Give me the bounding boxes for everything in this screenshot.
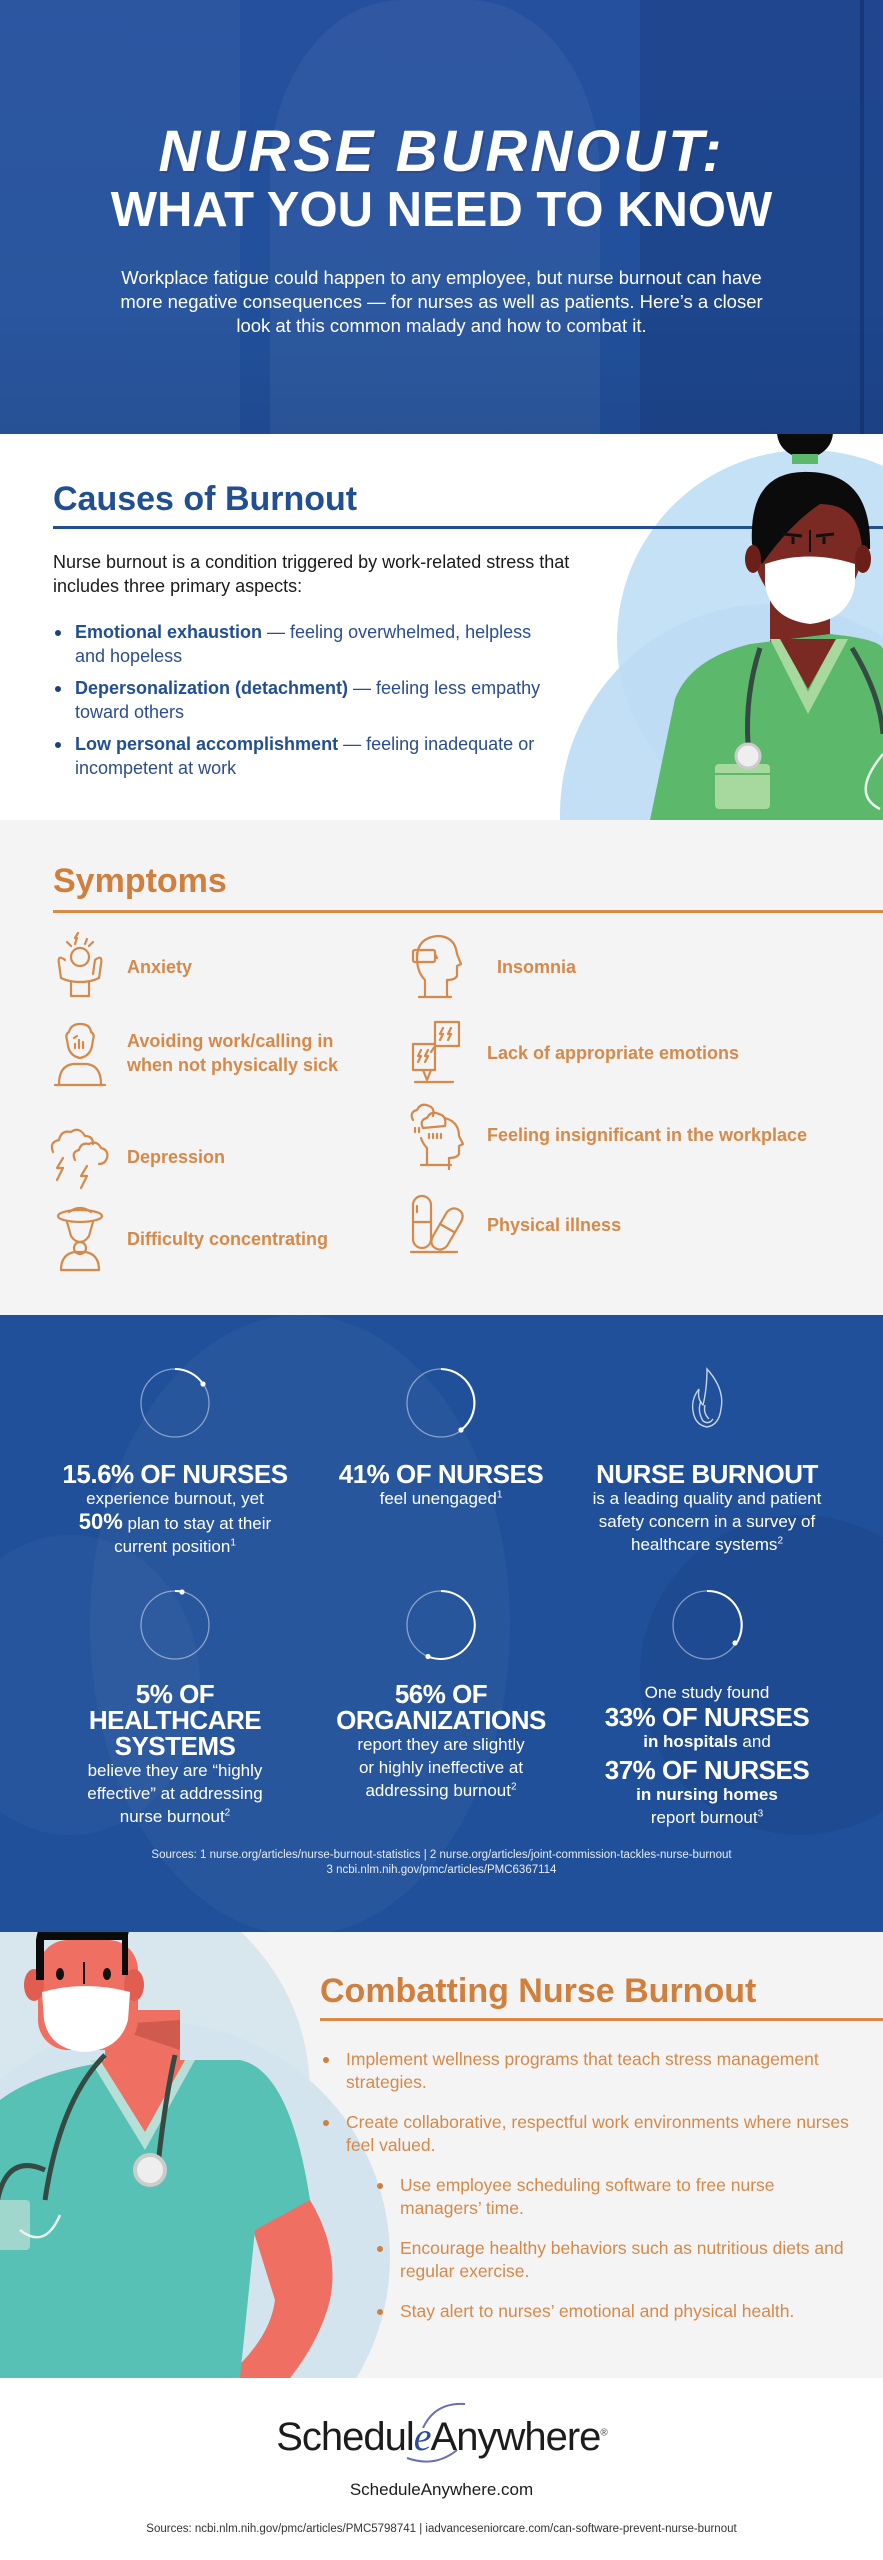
progress-ring-icon	[669, 1587, 745, 1663]
list-item	[53, 620, 553, 668]
section-divider	[320, 2018, 883, 2021]
stat-text: effective” at addressing	[87, 1784, 263, 1803]
sources-line: 3 ncbi.nlm.nih.gov/pmc/articles/PMC6367114	[326, 1864, 557, 1876]
pills-icon	[405, 1190, 475, 1260]
stat-text: feel unengaged	[379, 1489, 497, 1508]
hero-intro-text: Workplace fatigue could happen to any employee, but nurse burnout can have more negative consequences — for nurses as well as patients. Here’s a closer look at this common malady and how to combat it.	[120, 267, 763, 336]
footnote-ref: 3	[757, 1808, 764, 1820]
list-item	[320, 2048, 860, 2094]
cause-term: Emotional exhaustion	[75, 622, 263, 642]
stat-text	[577, 1806, 837, 1829]
stat-headline: ORGANIZATIONS	[336, 1705, 546, 1735]
symptom-label: Anxiety	[127, 957, 193, 977]
speech-bubbles-lightning-icon	[405, 1018, 475, 1088]
stat-text: plan to stay at their	[122, 1514, 272, 1533]
cause-desc: — feeling inadequate or incompetent at work	[75, 734, 535, 778]
symptom-item	[45, 1204, 328, 1274]
stat-headline: 33% OF NURSES	[604, 1702, 810, 1732]
symptom-item	[405, 1100, 807, 1170]
footnote-ref: 1	[496, 1489, 503, 1501]
progress-ring-icon	[403, 1587, 479, 1663]
statistics-section	[0, 1315, 883, 1932]
stat-headline: 56% OF	[394, 1679, 488, 1709]
stat-text: report they are slightly	[357, 1735, 525, 1754]
symptom-item	[405, 1018, 739, 1088]
stat-text: addressing burnout	[365, 1781, 511, 1800]
stat-emphasis: in hospitals	[643, 1732, 738, 1751]
stats-sources	[0, 1848, 883, 1878]
stat-headline: SYSTEMS	[114, 1731, 236, 1761]
cause-desc: — feeling overwhelmed, helpless and hopeless	[75, 622, 532, 666]
registered-mark: ®	[600, 2427, 607, 2439]
bullet-icon	[55, 686, 61, 692]
bullet-icon	[55, 630, 61, 636]
stat-card	[577, 1587, 837, 1829]
stat-text	[311, 1487, 571, 1510]
causes-list	[53, 620, 553, 788]
progress-ring-icon	[403, 1365, 479, 1441]
symptom-label: Lack of appropriate emotions	[487, 1043, 740, 1063]
stat-headline: 41% OF NURSES	[338, 1459, 544, 1489]
stat-card	[577, 1365, 837, 1556]
stat-emphasis: 50%	[78, 1509, 123, 1534]
stat-text: nurse burnout	[119, 1807, 225, 1826]
bullet-icon	[55, 742, 61, 748]
list-item-text: Create collaborative, respectful work environments where nurses feel valued.	[346, 2112, 849, 2155]
symptom-label: Depression	[127, 1147, 226, 1167]
dizzy-person-icon	[45, 1204, 115, 1274]
footnote-ref: 1	[230, 1537, 236, 1549]
stat-text	[577, 1730, 837, 1753]
stat-headline: HEALTHCARE	[88, 1705, 262, 1735]
symptom-label: Difficulty concentrating	[127, 1229, 329, 1249]
stat-headline: NURSE BURNOUT	[596, 1459, 818, 1489]
symptom-label: Feeling insignificant in the workplace	[487, 1125, 808, 1145]
list-item	[374, 2300, 860, 2323]
logo-text: Schedul	[276, 2415, 414, 2459]
list-item	[320, 2111, 860, 2157]
footnote-ref: 2	[777, 1535, 783, 1547]
combat-list	[320, 2048, 860, 2340]
footnote-ref: 2	[224, 1807, 231, 1819]
stat-text	[45, 1535, 305, 1558]
hero-title: NURSE BURNOUT:	[158, 119, 725, 184]
sources-line: Sources: 1 nurse.org/articles/nurse-burnout-statistics | 2 nurse.org/articles/joint-commission-tackles-nurse-burnout	[151, 1849, 732, 1861]
stat-text	[577, 1533, 837, 1556]
hero-banner	[0, 0, 883, 434]
section-title: Causes of Burnout	[53, 480, 358, 518]
male-nurse-illustration-icon	[0, 1932, 380, 2378]
symptom-label: Physical illness	[487, 1215, 622, 1235]
footer	[0, 2378, 883, 2560]
stat-emphasis: in nursing homes	[636, 1785, 778, 1804]
list-item-text: Use employee scheduling software to free nurse managers’ time.	[400, 2175, 775, 2218]
cause-term: Depersonalization (detachment)	[75, 678, 349, 698]
list-item-text: Stay alert to nurses’ emotional and physical health.	[400, 2301, 795, 2321]
stat-headline: 5% OF	[135, 1679, 215, 1709]
list-item	[53, 676, 553, 724]
logo-text: e	[413, 2414, 431, 2459]
combatting-section	[0, 1932, 883, 2378]
symptom-item	[405, 1190, 621, 1260]
symptom-label: Avoiding work/calling in when not physically sick	[127, 1031, 339, 1075]
symptom-label: Insomnia	[497, 957, 577, 977]
flame-icon	[669, 1365, 745, 1441]
stat-text	[311, 1779, 571, 1802]
website-link[interactable]: ScheduleAnywhere.com	[349, 2480, 534, 2499]
head-low-battery-icon	[405, 932, 475, 1002]
footnote-ref: 2	[510, 1781, 517, 1793]
stat-text: or highly ineffective at	[358, 1758, 524, 1777]
list-item	[374, 2174, 860, 2220]
cause-desc: — feeling less empathy toward others	[75, 678, 541, 722]
logo-text: Anywhere	[430, 2415, 601, 2459]
stat-text: and	[737, 1732, 771, 1751]
storm-clouds-icon	[45, 1122, 115, 1192]
stat-card	[45, 1365, 305, 1558]
section-title: Combatting Nurse Burnout	[320, 1972, 757, 2010]
head-rain-cloud-icon	[405, 1100, 475, 1170]
symptom-item	[45, 932, 192, 1002]
stat-text: safety concern in a survey of	[598, 1512, 816, 1531]
stat-text: is a leading quality and patient	[592, 1489, 822, 1508]
list-item	[374, 2237, 860, 2283]
footer-sources: Sources: ncbi.nlm.nih.gov/pmc/articles/PMC5798741 | iadvanceseniorcare.com/can-software-prevent-nurse-burnout	[146, 2523, 737, 2535]
progress-ring-icon	[137, 1587, 213, 1663]
stat-card	[311, 1365, 571, 1510]
female-nurse-illustration-icon	[580, 434, 883, 820]
section-title: Symptoms	[53, 862, 227, 900]
symptom-item	[45, 1122, 225, 1192]
stat-card	[45, 1587, 305, 1828]
list-item-text: Implement wellness programs that teach stress management strategies.	[346, 2049, 819, 2092]
hero-subtitle: WHAT YOU NEED TO KNOW	[110, 183, 773, 237]
section-divider	[53, 910, 883, 913]
stat-text	[45, 1510, 305, 1535]
symptom-item	[405, 932, 576, 1002]
causes-section	[0, 434, 883, 820]
symptoms-section	[0, 820, 883, 1315]
stat-text: report burnout	[650, 1808, 758, 1827]
stat-text: believe they are “highly	[87, 1761, 263, 1780]
stat-card	[311, 1587, 571, 1802]
stat-text: experience burnout, yet	[86, 1489, 264, 1508]
symptom-item	[45, 1018, 347, 1088]
stat-text	[45, 1805, 305, 1828]
progress-ring-icon	[137, 1365, 213, 1441]
brand-logo[interactable]	[0, 2413, 883, 2460]
cause-term: Low personal accomplishment	[75, 734, 339, 754]
stat-text: One study found	[644, 1683, 770, 1702]
causes-intro: Nurse burnout is a condition triggered by work-related stress that includes three primary aspects:	[53, 552, 570, 596]
list-item-text: Encourage healthy behaviors such as nutritious diets and regular exercise.	[400, 2238, 844, 2281]
head-chart-person-icon	[45, 1018, 115, 1088]
list-item	[53, 732, 553, 780]
stat-headline: 37% OF NURSES	[604, 1755, 810, 1785]
stat-text: healthcare systems	[630, 1535, 778, 1554]
stat-headline: 15.6% OF NURSES	[62, 1459, 288, 1489]
stat-text: current position	[114, 1537, 231, 1556]
stressed-person-icon	[45, 932, 115, 1002]
